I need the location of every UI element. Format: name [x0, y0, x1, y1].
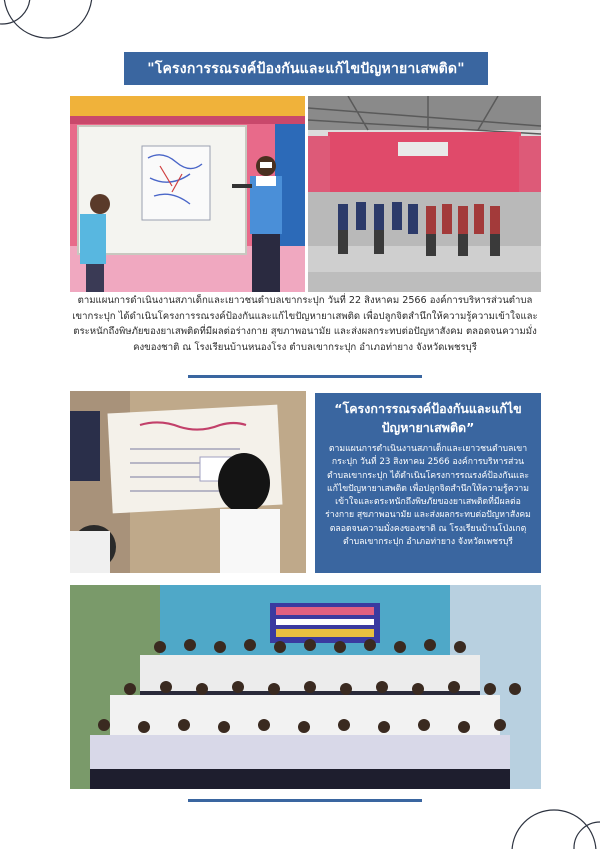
panel-body: ตามแผนการดำเนินงานสภาเด็กและเยาวชนตำบลเขากระปุก วันที่ 23 สิงหาคม 2566 องค์การบริหารส่วนตำบลเขากระปุก ได้ดำเนินโครงการรณรงค์ป้องกันและแก้ไขปัญหายาเสพติด เพื่อปลูกจิตสำนึกให้ความรู้ความเข้าใจและตระหนักถึงพิษภัยของยาเสพติดที่มีผลต่อร่างกาย สุขภาพอนามัย และส่งผลกระทบต่อปัญหาสังคม ตลอดจนความมั่งคงของชาติ ณ โรงเรียนบ้านโป่งเกตุ ตำบลเขากระปุก อำเภอท่ายาง จังหวัดเพชรบุรี — [325, 444, 531, 548]
photo-group — [70, 585, 541, 789]
photo-whiteboard-presentation — [70, 96, 305, 292]
panel-title: “โครงการรณรงค์ป้องกันและแก้ไขปัญหายาเสพติด” — [334, 401, 522, 435]
event-caption-1: ตามแผนการดำเนินงานสภาเด็กและเยาวชนตำบลเขากระปุก วันที่ 22 สิงหาคม 2566 องค์การบริหารส่วนตำบลเขากระปุก ได้ดำเนินโครงการรณรงค์ป้องกันและแก้ไขปัญหายาเสพติด เพื่อปลูกจิตสำนึกให้ความรู้ความเข้าใจและตระหนักถึงพิษภัยของยาเสพติดที่มีผลต่อร่างกาย สุขภาพอนามัย และส่งผลกระทบต่อปัญหาสังคม ตลอดจนความมั่งคงของชาติ ณ โรงเรียนบ้านหนองโรง ตำบลเขากระปุก อำเภอท่ายาง จังหวัดเพชรบุรี — [72, 295, 538, 353]
photo-poster-writing — [70, 391, 306, 573]
divider-line — [188, 375, 422, 378]
corner-circles-top-left — [0, 0, 110, 60]
page-title: "โครงการรณรงค์ป้องกันและแก้ไขปัญหายาเสพติด" — [124, 52, 488, 85]
divider-line — [188, 799, 422, 802]
corner-circles-bottom-right — [500, 790, 600, 849]
photo-hall-assembly — [308, 96, 541, 292]
event-summary-panel — [315, 393, 541, 573]
